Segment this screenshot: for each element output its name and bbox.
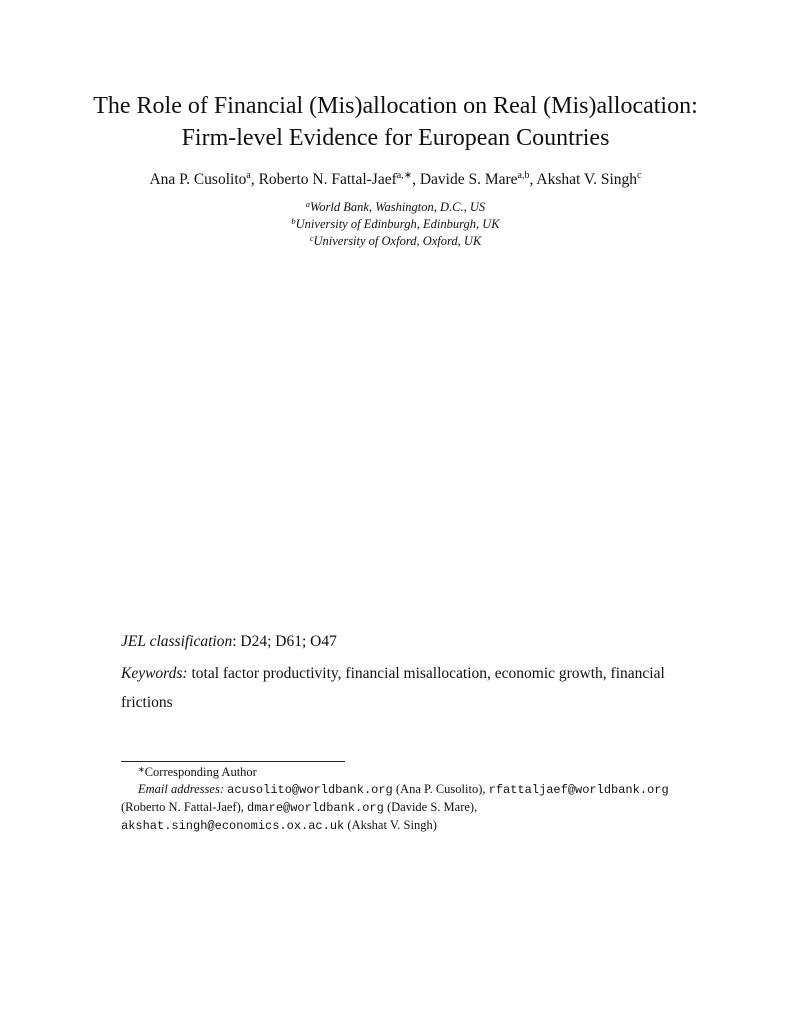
affiliation-item — [0, 216, 791, 233]
email-owner: (Ana P. Cusolito), — [392, 782, 489, 796]
author-affiliation-mark: a,b — [517, 170, 530, 181]
email-line-1 — [121, 781, 701, 799]
jel-separator: : — [232, 633, 241, 650]
footnote-rule — [121, 761, 345, 762]
author-affiliation-mark: c — [637, 170, 642, 181]
author-affiliation-mark: a — [246, 170, 251, 181]
affiliation-mark: b — [291, 216, 296, 226]
corresponding-author-note — [121, 764, 701, 781]
email-label: Email addresses: — [138, 782, 224, 796]
jel-codes: D24; D61; O47 — [240, 633, 337, 650]
keywords — [121, 659, 681, 717]
author-name: Roberto N. Fattal-Jaef — [258, 171, 397, 188]
author-separator: , — [250, 171, 259, 188]
jel-label: JEL classification — [121, 633, 233, 650]
author-separator: , — [412, 171, 420, 188]
jel-classification — [121, 632, 337, 652]
email-link[interactable]: rfattaljaef@worldbank.org — [488, 783, 669, 797]
author-list — [0, 170, 791, 190]
email-line-3 — [121, 817, 701, 835]
affiliation-mark: c — [309, 233, 314, 243]
footnote-mark: ∗ — [138, 765, 145, 774]
title-line-1: The Role of Financial (Mis)allocation on Real (Mis)allocation: — [93, 93, 698, 119]
author-separator: , — [529, 171, 537, 188]
email-line-2 — [121, 799, 701, 817]
paper-title — [0, 90, 791, 154]
author-name: Akshat V. Singh — [536, 171, 638, 188]
keywords-text: total factor productivity, financial misallocation, economic growth, financial frictions — [121, 665, 665, 711]
email-owner: (Davide S. Mare), — [383, 800, 478, 814]
corresponding-text: Corresponding Author — [144, 765, 257, 779]
title-line-2: Firm-level Evidence for European Countries — [181, 125, 610, 151]
author-affiliation-mark: a,∗ — [396, 170, 413, 181]
affiliation-list — [0, 199, 791, 250]
email-owner: (Roberto N. Fattal-Jaef), — [121, 800, 248, 814]
email-link[interactable]: acusolito@worldbank.org — [227, 783, 393, 797]
affiliation-mark: a — [305, 199, 311, 209]
footnotes — [121, 764, 701, 835]
affiliation-text: University of Oxford, Oxford, UK — [313, 234, 482, 248]
email-link[interactable]: dmare@worldbank.org — [247, 801, 384, 815]
author-name: Davide S. Mare — [419, 171, 518, 188]
email-link[interactable]: akshat.singh@economics.ox.ac.uk — [121, 819, 345, 833]
affiliation-text: University of Edinburgh, Edinburgh, UK — [295, 217, 500, 231]
email-owner: (Akshat V. Singh) — [344, 818, 437, 832]
affiliation-item — [0, 199, 791, 216]
author-name: Ana P. Cusolito — [149, 171, 247, 188]
affiliation-text: World Bank, Washington, D.C., US — [310, 200, 486, 214]
affiliation-item — [0, 233, 791, 250]
keywords-label: Keywords: — [121, 665, 188, 682]
